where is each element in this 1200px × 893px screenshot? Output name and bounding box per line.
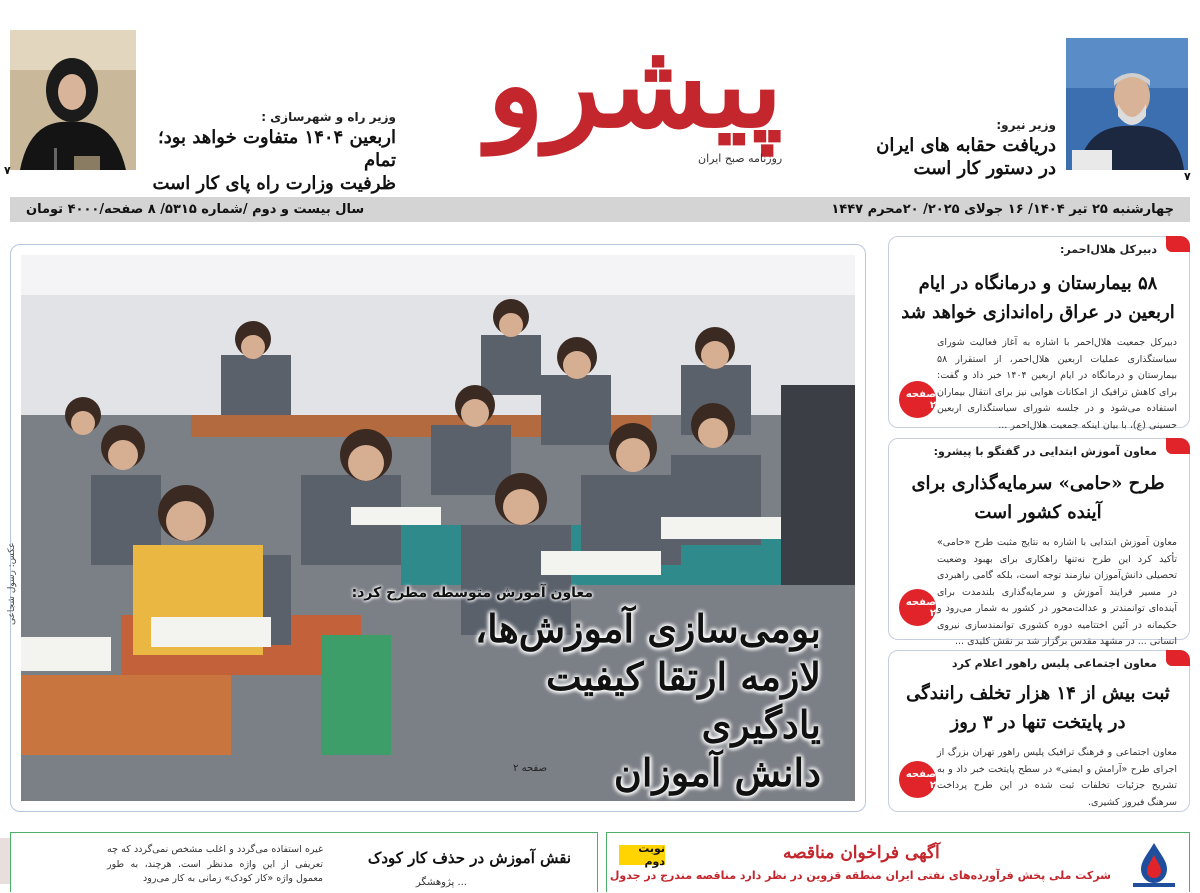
minister-roads-photo (10, 30, 136, 170)
side-story-body: معاون آموزش ابتدایی با اشاره به نتایج مثبت طرح «حامی» تأکید کرد این طرح نه‌تنها راهکاری برای بهبود وضعیت تحصیلی دانش‌آموزان نیازمند توجه است، بلکه گامی راهبردی در مسیر فرایند آموزش و سرمایه‌گذاری بلندمدت برای آینده‌ای توانمندتر و عدالت‌محور در کشور به شمار می‌رود و حکیمانه در آئین اختتامیه دوره کشوری توانمندسازی نیروی انسانی ... در مشهد مقدس برگزار شد بر نقش کلیدی ... (937, 537, 1177, 647)
photo-credit: عکس: رسول شجاعی (7, 542, 17, 625)
bottom-left-byline: ... پژوهشگر (415, 877, 467, 888)
side-story-page-badge: صفحه ۲ (899, 381, 936, 418)
side-story-title: ثبت بیش از ۱۴ هزار تخلف رانندگی در پایتخت تنها در ۳ روز (906, 683, 1170, 733)
side-story-page-badge: صفحه ۲ (899, 589, 936, 626)
top-left-title-line2: ظرفیت وزارت راه پای کار است (152, 173, 396, 194)
side-story-body: معاون اجتماعی و فرهنگ ترافیک پلیس راهور تهران بزرگ از اجرای طرح «آرامش و ایمنی» در سطح پایتخت خبر داد و به تشریح جزئیات تخلفات ثبت شده در این طرح پرداخت سرهنگ فیروز کشیری. (937, 747, 1177, 808)
top-left-headline (146, 110, 396, 195)
main-story-title-line2: لازمه ارتقا کیفیت یادگیری (545, 654, 821, 747)
top-right-title-line1: دریافت حقابه های ایران (876, 135, 1056, 156)
ad-text: شرکت ملی پخش فرآورده‌های نفتی ایران منطقه قزوین در نظر دارد مناقصه مندرج در جدول (609, 869, 1111, 882)
side-tab-marker (1166, 438, 1190, 454)
main-story (7, 244, 866, 812)
bottom-left-text: غیره استفاده می‌گردد و اغلب مشخص نمی‌گردد که چه تعریفی از این واژه مدنظر است. هرچند، به طور معمول واژه «کار کودک» زمانی به کار می‌رود (107, 844, 323, 884)
top-right-page-number: ۷ (1184, 170, 1191, 183)
side-story-page-badge: صفحه ۲ (899, 761, 936, 798)
dateline-bar (10, 197, 1190, 222)
minister-energy-photo (1066, 38, 1188, 170)
top-left-page-number: ۷ (4, 164, 11, 177)
main-story-title-line1: بومی‌سازی آموزش‌ها، (474, 606, 821, 651)
side-story-traffic (888, 650, 1190, 812)
side-story-kicker: دبیرکل هلال‌احمر: (1060, 243, 1157, 256)
top-right-kicker: وزیر نیرو: (996, 118, 1056, 132)
main-story-page-ref: صفحه ۲ (513, 763, 547, 774)
ad-round-badge: نوبت دوم (619, 845, 665, 865)
side-tab-marker (1166, 236, 1190, 252)
side-story-title: طرح «حامی» سرمایه‌گذاری برای آینده کشور است (911, 473, 1165, 523)
side-story-hami-plan (888, 438, 1190, 647)
top-left-kicker: وزیر راه و شهرسازی : (261, 110, 396, 124)
side-story-body: دبیرکل جمعیت هلال‌احمر با اشاره به آغاز فعالیت شورای سیاستگذاری عملیات اربعین هلال‌احمر، از استقرار ۵۸ بیمارستان و درمانگاه در ایام اربعین ۱۴۰۴ خبر داد و گفت: برای کاهش ترافیک از امکانات هوایی نیز برای انتقال بیماران استفاده می‌شود و در جلسه شورای سیاستگذاری اربعین حسینی (ع)، با بیان اینکه جمعیت هلال‌احمر ... (937, 337, 1178, 431)
side-tab-marker (1166, 650, 1190, 666)
main-story-title-line3: دانش آموزان (613, 750, 821, 795)
dateline-date: چهارشنبه ۲۵ تیر ۱۴۰۴/ ۱۶ جولای ۲۰۲۵/ ۲۰محرم ۱۴۴۷ (831, 202, 1174, 217)
ad-title: آگهی فراخوان مناقصه (783, 843, 940, 863)
newspaper-subtitle: روزنامه صبح ایران (698, 152, 783, 165)
top-left-title-line1: اربعین ۱۴۰۴ متفاوت خواهد بود؛ تمام (158, 127, 396, 171)
side-story-kicker: معاون اجتماعی پلیس راهور اعلام کرد (951, 657, 1157, 670)
side-story-red-crescent (888, 236, 1190, 431)
masthead (470, 15, 800, 188)
top-right-title-line2: در دستور کار است (913, 158, 1056, 179)
tender-advertisement (606, 832, 1190, 892)
side-story-title: ۵۸ بیمارستان و درمانگاه در ایام اربعین در عراق راه‌اندازی خواهد شد (901, 273, 1175, 323)
dateline-issue: سال بیست و دوم /شماره ۵۳۱۵/ ۸ صفحه/۴۰۰۰ تومان (26, 202, 365, 217)
oil-company-logo-icon (1127, 841, 1181, 889)
main-story-kicker: معاون آموزش متوسطه مطرح کرد: (351, 585, 593, 601)
side-story-kicker: معاون آموزش ابتدایی در گفتگو با پیشرو: (933, 445, 1157, 458)
top-right-headline (860, 118, 1056, 180)
bottom-left-title: نقش آموزش در حذف کار کودک (367, 849, 571, 867)
bottom-left-article (10, 832, 598, 892)
newspaper-logo: پیشرو (487, 15, 783, 154)
main-story-title (421, 605, 821, 797)
